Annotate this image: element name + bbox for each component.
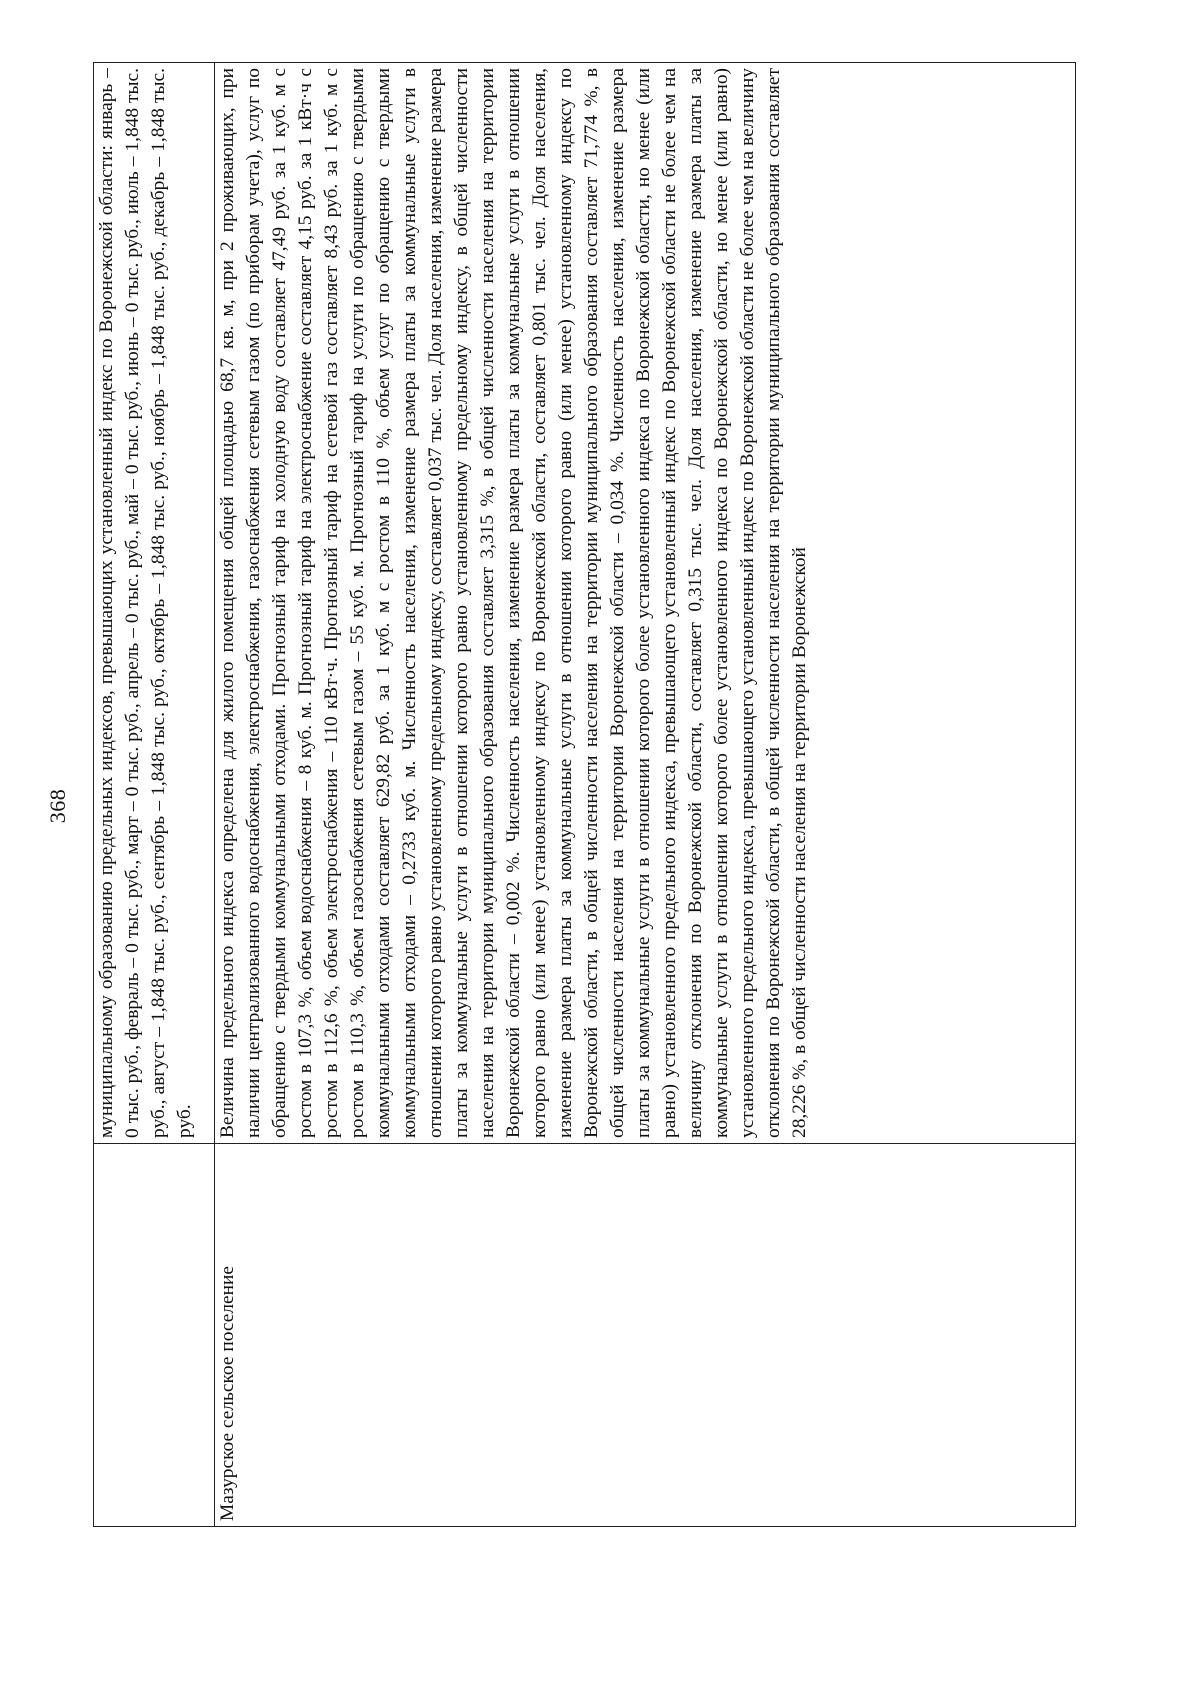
table-row	[215, 63, 1076, 1527]
rotated-page	[45, 68, 1073, 1527]
table-cell-description	[215, 63, 1076, 1144]
table-cell-municipality	[94, 1144, 215, 1527]
page-number: 368	[45, 788, 70, 824]
municipality-name: Мазурское сельское поселение	[217, 1266, 238, 1521]
description-text: Величина предельного индекса определена для жилого помещения общей площадью 68,7 кв. м, при 2 проживающих, при наличии централизованного водоснабжения, электроснабжения, газоснабжения сетевым газом (по приборам учета), услуг по обращению с твердыми коммунальными отходами. Прогнозный тариф на холодную воду составляет 47,49 руб. за 1 куб. м с ростом в 107,3 %, объем водоснабжения – 8 куб. м. Прогнозный тариф на электроснабжение составляет 4,15 руб. за 1 кВт·ч с ростом в 112,6 %, объем электроснабжения – 110 кВт·ч. Прогнозный тариф на сетевой газ составляет 8,43 руб. за 1 куб. м с ростом в 110,3 %, объем газоснабжения сетевым газом – 55 куб. м. Прогнозный тариф на услуги по обращению с твердыми коммунальными отходами составляет 629,82 руб. за 1 куб. м с ростом в 110 %, объем услуг по обращению с твердыми коммунальными отходами – 0,2733 куб. м. Численность населения, изменение размера платы за коммунальные услуги в отношении которого равно установленному предельному индексу, составляет 0,037 тыс. чел. Доля населения, изменение размера платы за коммунальные услуги в отношении которого равно установленному предельному индексу, в общей численности населения на территории муниципального образования составляет 3,315 %, в общей численности населения на территории Воронежской области – 0,002 %. Численность населения, изменение размера платы за коммунальные услуги в отношении которого равно (или менее) установленному индексу по Воронежской области, составляет 0,801 тыс. чел. Доля населения, изменение размера платы за коммунальные услуги в отношении которого равно (или менее) установленному индексу по Воронежской области, в общей численности населения на территории муниципального образования составляет 71,774 %, в общей численности населения на территории Воронежской области – 0,034 %. Численность населения, изменение размера платы за коммунальные услуги в отношении которого более установленного индекса по Воронежской области, но менее (или равно) установленного предельного индекса, превышающего установленный индекс по Воронежской области не более чем на величину отклонения по Воронежской области, составляет 0,315 тыс. чел. Доля населения, изменение размера платы за коммунальные услуги в отношении которого более установленного индекса по Воронежской области, но менее (или равно) установленного предельного индекса, превышающего установленный индекс по Воронежской области не более чем на величину отклонения по Воронежской области, в общей численности населения на территории муниципального образования составляет 28,226 %, в общей численности населения на территории Воронежской	[217, 68, 810, 1138]
municipal-index-table	[93, 62, 1076, 1527]
description-text: муниципальному образованию предельных индексов, превышающих установленный индекс по Воронежской области: январь – 0 тыс. руб., февраль – 0 тыс. руб., март – 0 тыс. руб., апрель – 0 тыс. руб., май – 0 тыс. руб., июнь – 0 тыс. руб., июль – 1,848 тыс. руб., август – 1,848 тыс. руб., сентябрь – 1,848 тыс. руб., октябрь – 1,848 тыс. руб., ноябрь – 1,848 тыс. руб., декабрь – 1,848 тыс. руб.	[96, 68, 195, 1138]
table-cell-municipality	[215, 1144, 1076, 1527]
table-cell-description	[94, 63, 215, 1144]
table-row	[94, 63, 215, 1527]
